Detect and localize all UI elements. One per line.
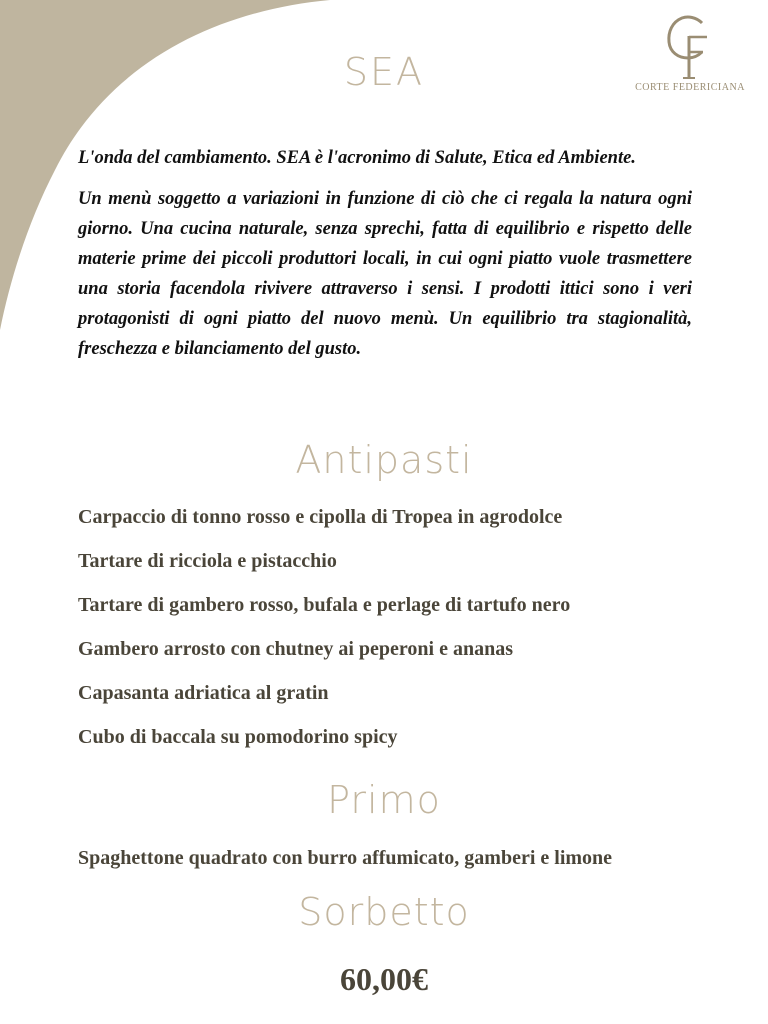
- menu-price: 60,00€: [340, 961, 428, 997]
- antipasti-item-carpaccio-tonno: Carpaccio di tonno rosso e cipolla di Tropea in agrodolce: [78, 506, 563, 528]
- intro-text: [78, 143, 692, 375]
- antipasti-item-cubo-baccala: Cubo di baccala su pomodorino spicy: [78, 726, 398, 748]
- antipasti-item-tartare-gambero: Tartare di gambero rosso, bufala e perlage di tartufo nero: [78, 594, 571, 616]
- antipasti-item-capasanta: Capasanta adriatica al gratin: [78, 682, 329, 704]
- brand-logo: [628, 14, 752, 93]
- antipasti-list: [78, 502, 718, 766]
- primo-item-spaghettone: Spaghettone quadrato con burro affumicato, gamberi e limone: [78, 847, 613, 869]
- brand-name: CORTE FEDERICIANA: [635, 82, 745, 93]
- antipasti-item-gambero-arrosto: Gambero arrosto con chutney ai peperoni e ananas: [78, 638, 514, 660]
- intro-paragraph-2: Un menù soggetto a variazioni in funzione di ciò che ci regala la natura ogni giorno. Una cucina naturale, senza sprechi, fatta di equilibrio e rispetto delle materie prime dei piccoli produttori locali, in cui ogni piatto vuole trasmettere una storia facendola rivivere attraverso i sensi. I prodotti ittici sono i veri protagonisti di ogni piatto del nuovo menù. Un equilibrio tra stagionalità, freschezza e bilanciamento del gusto.: [78, 189, 692, 359]
- primo-heading: Primo: [327, 778, 441, 822]
- cf-monogram-icon: [662, 14, 718, 80]
- intro-paragraph-1: L'onda del cambiamento. SEA è l'acronimo di Salute, Etica ed Ambiente.: [78, 148, 636, 168]
- sorbetto-heading: Sorbetto: [298, 890, 470, 934]
- antipasti-heading: Antipasti: [295, 438, 473, 482]
- antipasti-item-tartare-ricciola: Tartare di ricciola e pistacchio: [78, 550, 337, 572]
- menu-title: SEA: [343, 50, 425, 94]
